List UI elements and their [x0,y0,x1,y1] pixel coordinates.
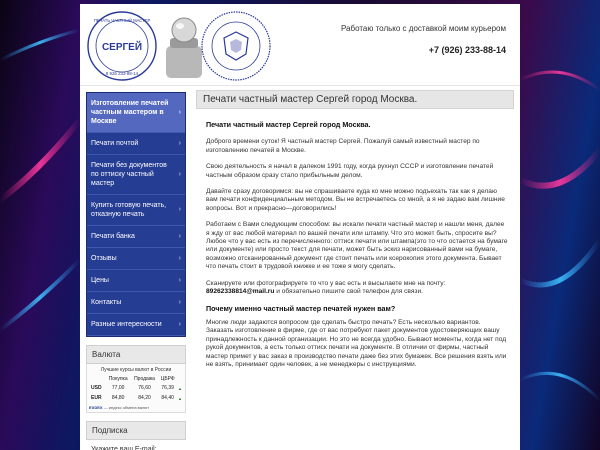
currency-footer[interactable] [89,403,183,410]
header-contact [341,24,506,55]
currency-col-header: ЦБРФ [160,376,175,382]
menu-item-label: Изготовление печатей частным мастером в Москве [91,100,169,125]
article-body [196,109,514,369]
chevron-right-icon: › [178,276,181,284]
article-paragraph [206,280,508,297]
chevron-right-icon: › [178,254,181,262]
menu-item-label: Отзывы [91,255,117,262]
subscribe-widget-title: Подписка [86,421,186,440]
stamp-ring-phone: 8 926 233-88-14 [105,71,139,76]
trend-up-icon: ▲ [178,395,182,401]
currency-sell: 84,20 [138,395,151,401]
currency-sell: 76,60 [138,385,151,391]
currency-table [89,375,183,403]
menu-item-label: Печати почтой [91,140,139,147]
chevron-right-icon: › [178,232,181,240]
stamp-ring-text: ПЕЧАТЬ ЧАСТНЫЙ МАСТЕР [93,18,151,23]
table-row [89,383,183,393]
menu-item-reviews[interactable] [87,248,185,270]
menu-item-misc[interactable] [87,314,185,336]
stamp-logo[interactable] [84,8,274,84]
currency-col-header: Покупка [108,376,128,382]
currency-widget-title: Валюта [86,345,186,364]
currency-footer-brand: EXDEX [89,405,103,410]
menu-item-label: Печати без документов по оттиску частный мастер [91,162,167,187]
coat-of-arms-seal-icon [202,12,270,80]
currency-col-header [89,375,106,383]
menu-item-label: Разные интересности [91,321,162,328]
header-delivery-note: Работаю только с доставкой моим курьером [340,24,506,33]
article-paragraph: Свою деятельность я начал в далеком 1991 году, когда рухнул СССР и изготовление печатей частным образом сразу стало прибыльным делом. [206,163,494,179]
chevron-right-icon: › [178,139,181,147]
menu-item-mail[interactable] [87,133,185,155]
article-paragraph: Работаем с Вами следующим способом: вы искали печати частный мастер и нашли меня, далее я жду от вас любой материал по вашей печати или штампу. Что это может быть, спросите вы? Любое что у вас есть из перечисленного: оттиск печати или штампа(это то что остается на бумаге или документе) или просто текст для печати, может быть эскиз нарисованный вами на бумаге, возможно отсканированный документ где стоит печать или ксерокопия этого документа. Бывает что печать стоит в трудовой книжке и ее тоже я могу сделать. [206,221,508,271]
currency-col-spacer [177,375,183,383]
chevron-right-icon: › [178,206,181,213]
currency-footer-note: — индекс обмена валют [103,405,150,410]
currency-col-header: Продажа [134,376,155,382]
chevron-right-icon: › [178,108,181,116]
menu-item-label: Купить готовую печать, отказную печать [91,202,167,218]
page-title: Печати частный мастер Сергей город Москва. [196,90,514,109]
trend-up-icon: ▲ [178,385,182,391]
currency-caption: Лучшие курсы валют в России [100,367,172,373]
stamp-tool-icon [166,18,202,78]
currency-header-row [89,375,183,383]
stamp-logo-image [84,8,274,84]
contact-email-link[interactable]: 89262338814@mail.ru [206,288,275,296]
menu-item-ready-stamp[interactable] [87,195,185,226]
site-header [80,4,520,86]
currency-cbr: 84,40 [161,395,174,401]
article-paragraph: Многие люди задаются вопросом где сделать быстро печать? Есть несколько вариантов. Заказать изготовление в фирме, где от вас потребуют пакет документов удостоверяющих вашу принадлежность к данной организации. Но это не всегда удобно. Бывают моменты, когда нет под рукой документов, а есть только оттиск печати на документе. В отличии от фирмы, частный мастер примет у вас заказ в производство печати даже без этих бумажек. Все решения взять или не взять, принимает один человек, а не менеджеры с инструкциями. [206,318,507,368]
menu-item-no-documents[interactable] [87,155,185,195]
article-text: и обязательно пишите свой телефон для связи. [274,288,423,296]
header-phone[interactable]: +7 (926) 233-88-14 [428,45,506,55]
chevron-right-icon: › [178,320,181,328]
table-row [89,393,183,403]
currency-buy: 77,00 [111,385,125,391]
menu-item-label: Цены [91,277,109,284]
chevron-right-icon: › [178,170,181,178]
article-text: Сканируете или фотографируете то что у вас есть и высылаете мне на почту: [206,279,446,287]
article-paragraph: Доброго времени суток! Я частный мастер Сергей. Пожалуй самый известный мастер по изготовлению печатей в Москве. [206,138,480,154]
currency-widget [86,364,186,413]
article-subheading: Почему именно частный мастер печатей нужен вам? [206,303,396,313]
stamp-name: СЕРГЕЙ [101,42,143,53]
chevron-right-icon: › [178,298,181,306]
menu-item-label: Печати банка [91,233,135,240]
menu-item-bank[interactable] [87,226,185,248]
page-container [80,4,520,450]
menu-item-contacts[interactable] [87,292,185,314]
main-content [196,90,514,377]
currency-cbr: 76,39 [161,385,174,391]
currency-code: EUR [91,395,102,401]
article-heading: Печати частный мастер Сергей город Москва. [206,120,371,129]
article-paragraph: Давайте сразу договоримся: вы не спрашиваете куда ко мне можно подъехать так как я делаю вам печати конфиденциальным методом. Вы не встречаетесь со мной, а я не задаю вам лишние вопросы. Вот и прекрасно—договорились! [206,188,505,212]
currency-buy: 84,80 [111,395,125,401]
menu-item-label: Контакты [91,299,122,306]
currency-code: USD [91,385,102,391]
menu-item-prices[interactable] [87,270,185,292]
menu-item-manufacturing[interactable] [87,93,185,133]
main-menu [86,92,186,337]
subscribe-email-label: Укажите ваш E-mail: [91,446,157,450]
sidebar [86,92,186,450]
